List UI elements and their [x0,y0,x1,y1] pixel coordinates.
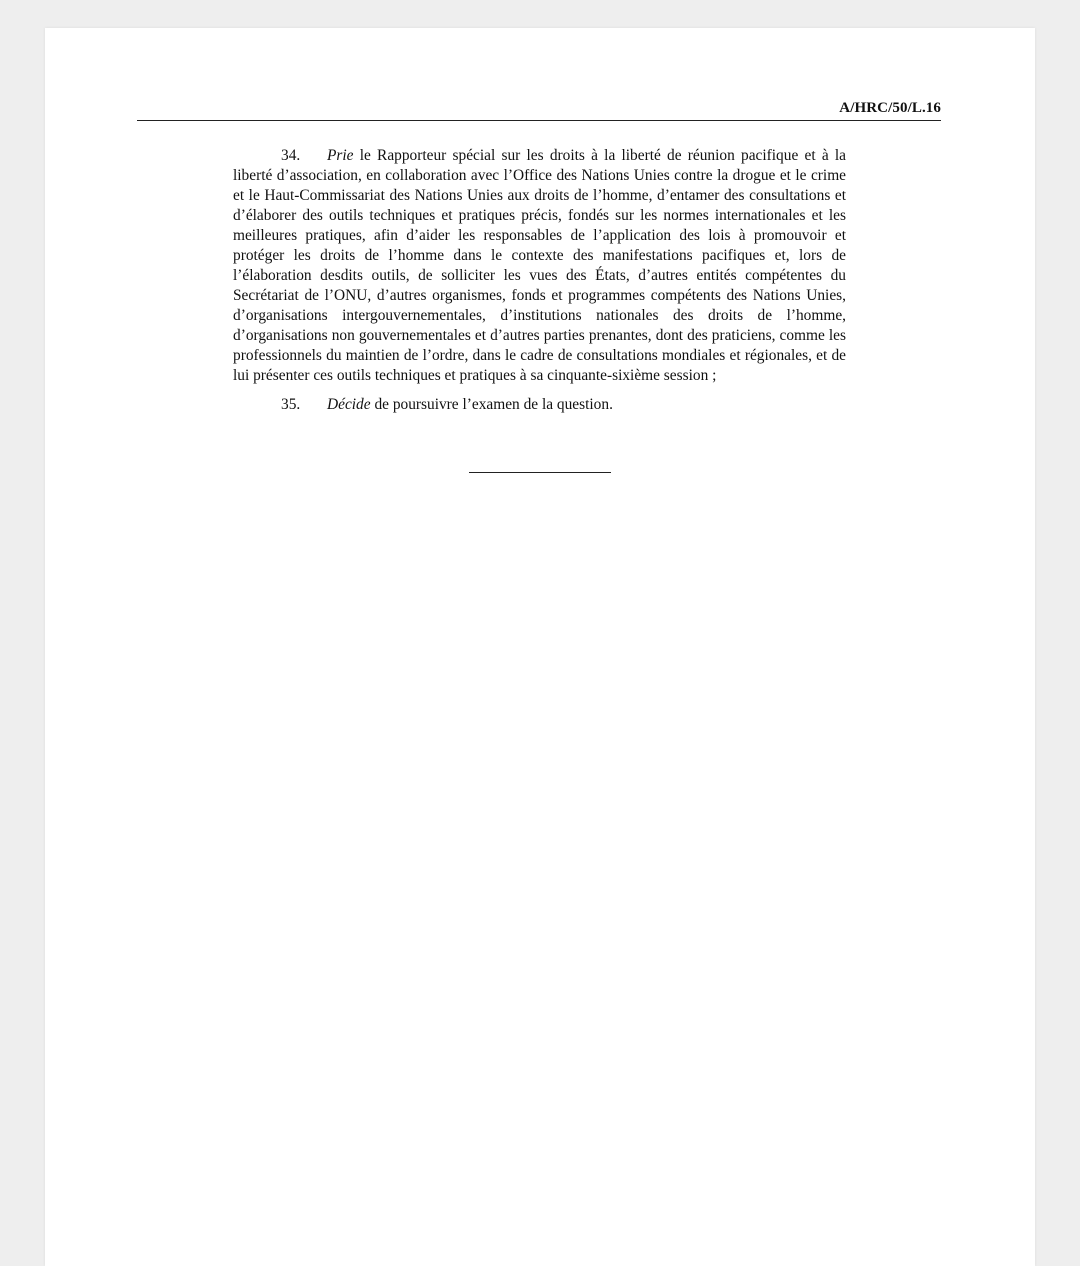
end-of-document-rule [469,472,611,473]
paragraph-34 [233,146,846,386]
document-body [233,146,846,415]
paragraph-text: de poursuivre l’examen de la question. [370,396,613,413]
paragraph-35 [233,395,846,415]
paragraph-lead-verb: Décide [327,396,371,413]
paragraph-text: le Rapporteur spécial sur les droits à la liberté de réunion pacifique et à la liberté d’association, en collaboration avec l’Office des Nations Unies contre la drogue et le crime et le Haut-Commissariat des Nations Unies aux droits de l’homme, d’entamer des consultations et d’élaborer des outils techniques et pratiques précis, fondés sur les normes internationales et les meilleures pratiques, afin d’aider les responsables de l’application des lois à promouvoir et protéger les droits de l’homme dans le contexte des manifestations pacifiques et, lors de l’élaboration desdits outils, de solliciter les vues des États, d’autres entités compétentes du Secrétariat de l’ONU, d’autres organismes, fonds et programmes compétents des Nations Unies, d’organisations intergouvernementales, d’institutions nationales des droits de l’homme, d’organisations non gouvernementales et d’autres parties prenantes, dont des praticiens, comme les professionnels du maintien de l’ordre, dans le cadre de consultations mondiales et régionales, et de lui présenter ces outils techniques et pratiques à sa cinquante-sixième session ; [233,147,846,384]
document-symbol: A/HRC/50/L.16 [839,100,941,116]
header-rule [137,120,941,121]
paragraph-number: 35. [281,396,301,413]
paragraph-number: 34. [281,147,301,164]
paragraph-lead-verb: Prie [327,147,354,164]
document-page [45,28,1035,1266]
